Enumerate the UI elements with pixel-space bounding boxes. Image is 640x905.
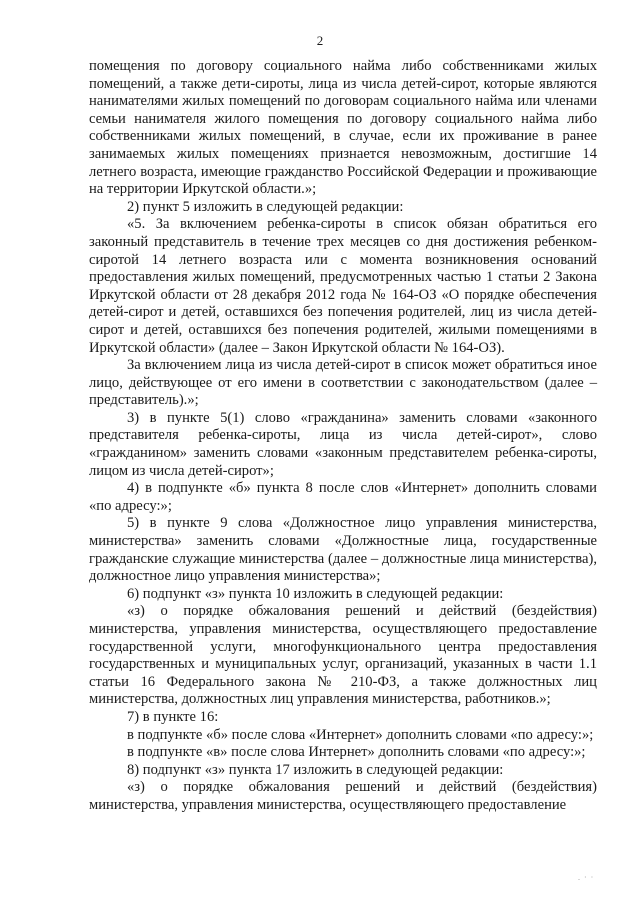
page-number: 2 bbox=[316, 33, 324, 48]
paragraph: «з) о порядке обжалования решений и действий (бездействия) министерства, управления министерства, осуществляющего предоставление государственной услуги, многофункционального центра предоставления государственных и муниципальных услуг, организаций, указанных в части 1.1 статьи 16 Федерального закона № 210-ФЗ, а также должностных лиц министерства, должностных лиц управления министерства, работников.»; bbox=[89, 603, 597, 708]
paragraph: в подпункте «в» после слова Интернет» дополнить словами «по адресу:»; bbox=[127, 744, 586, 761]
paragraph: 5) в пункте 9 слова «Должностное лицо управления министерства, министерства» заменить словами «Должностные лица, государственные гражданские служащие министерства (далее – должностные лица министерства), должностное лицо управления министерства»; bbox=[89, 515, 597, 585]
paragraph: 4) в подпункте «б» пункта 8 после слов «Интернет» дополнить словами «по адресу:»; bbox=[89, 480, 597, 514]
paragraph: 2) пункт 5 изложить в следующей редакции: bbox=[127, 198, 404, 215]
paragraph: 3) в пункте 5(1) слово «гражданина» заменить словами «законного представителя ребенка-сироты, лица из числа детей-сирот», слово «гражданином» заменить словами «законным представителем ребенка-сироты, лицом из числа детей-сирот»; bbox=[89, 409, 597, 479]
paragraph: За включением лица из числа детей-сирот в список может обратиться иное лицо, действующее от его имени в соответствии с законодательством (далее – представитель).»; bbox=[89, 357, 597, 409]
paragraph: «5. За включением ребенка-сироты в список обязан обратиться его законный представитель в течение трех месяцев со дня достижения ребенком-сиротой 14 летнего возраста или с момента возникновения оснований предоставления жилых помещений, предусмотренных частью 1 статьи 2 Закона Иркутской области от 28 декабря 2012 года № 164-ОЗ «О порядке обеспечения детей-сирот и детей, оставшихся без попечения родителей, лиц из числа детей-сирот и детей, оставшихся без попечения родителей, жилыми помещениями в Иркутской области» (далее – Закон Иркутской области № 164-ОЗ). bbox=[89, 216, 597, 356]
paragraph: 7) в пункте 16: bbox=[127, 708, 219, 725]
paragraph: 6) подпункт «з» пункта 10 изложить в следующей редакции: bbox=[127, 585, 504, 602]
paragraph: помещения по договору социального найма либо собственниками жилых помещений, а также дети-сироты, лица из числа детей-сирот, которые являются нанимателями жилых помещений по договорам социального найма или членами семьи нанимателя жилого помещения по договору социального найма либо собственниками жилых помещений, в случае, если их проживание в ранее занимаемых жилых помещениях признается невозможным, достигшие 14 летнего возраста, имеющие гражданство Российской Федерации и проживающие на территории Иркутской области.»; bbox=[89, 58, 597, 198]
paragraph: «з) о порядке обжалования решений и действий (бездействия) министерства, управления министерства, осуществляющего предоставление bbox=[89, 779, 597, 813]
paragraph: в подпункте «б» после слова «Интернет» дополнить словами «по адресу:»; bbox=[127, 726, 594, 743]
scan-artifact: . · · bbox=[578, 873, 595, 882]
document-body bbox=[89, 58, 597, 815]
paragraph: 8) подпункт «з» пункта 17 изложить в следующей редакции: bbox=[127, 761, 504, 778]
